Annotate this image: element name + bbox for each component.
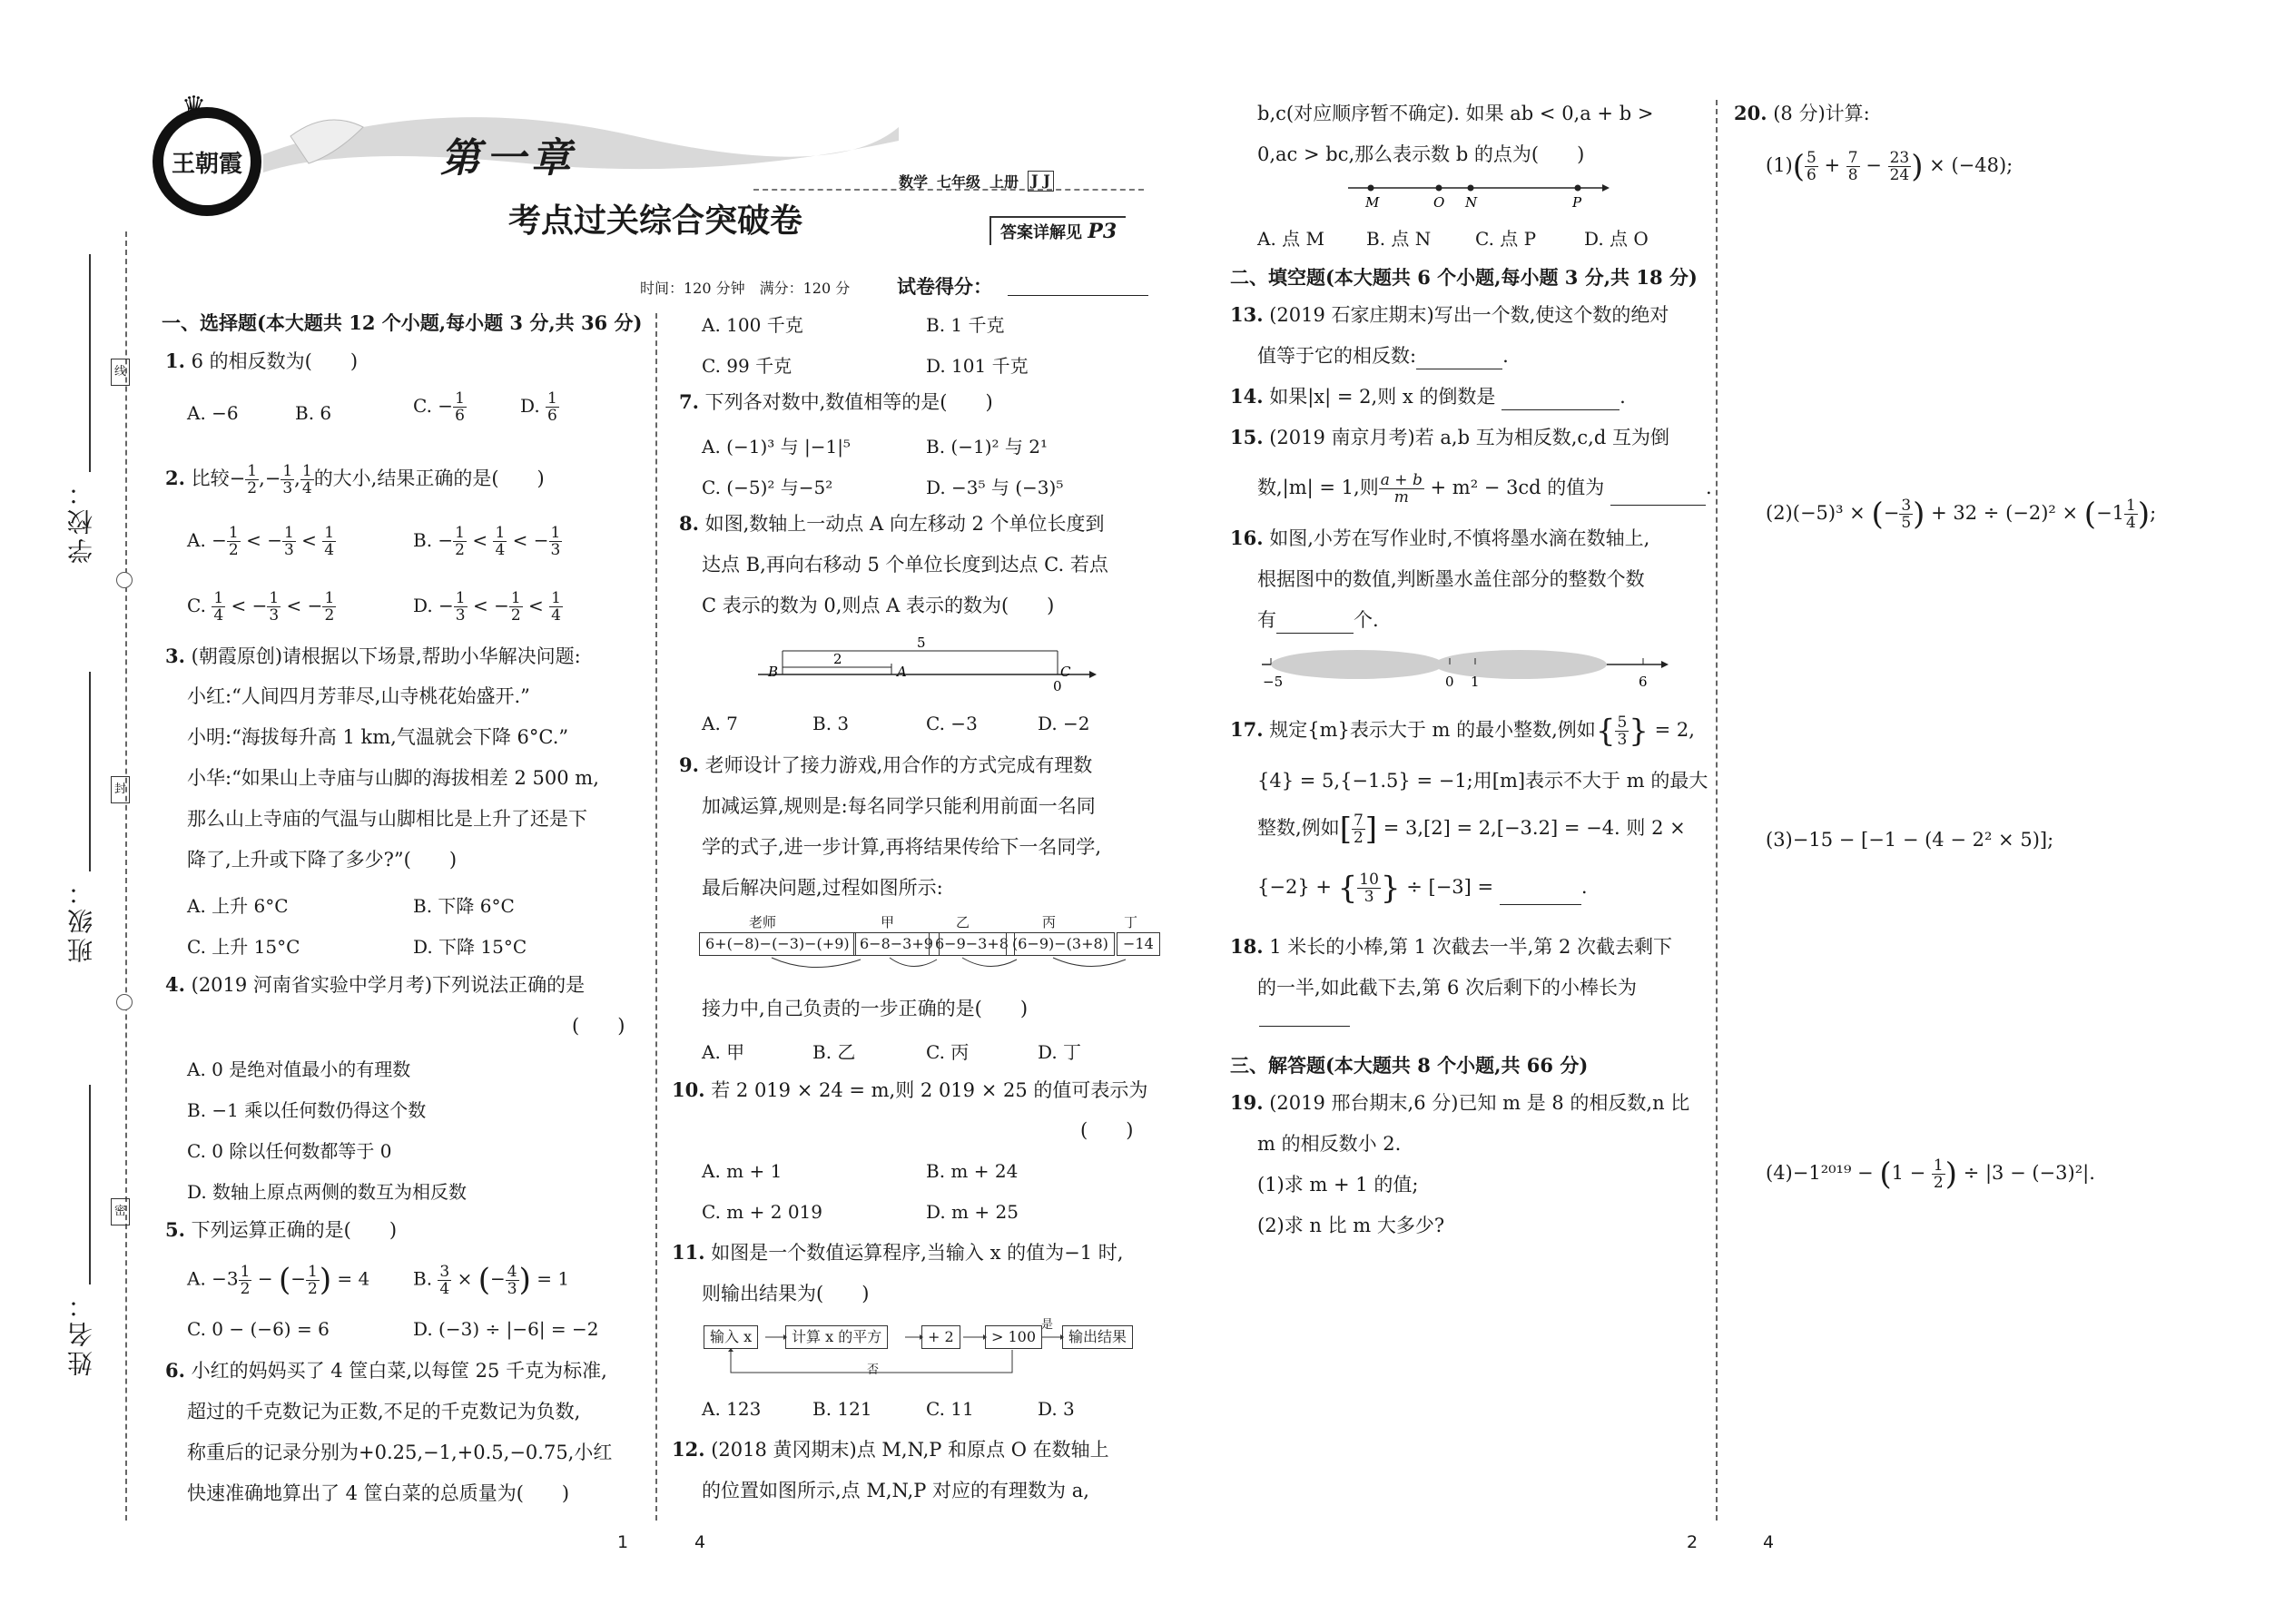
q20-part2: (2)(−5)³ × (− $\frac{3}{5}$ ) + 32 ÷ (−2)² × (−1 $\frac{1}{4}$ ); [1766,496,2157,533]
q20-p2-a: (2)(−5)³ × [1766,502,1866,524]
q3-text: (朝霞原创)请根据以下场景,帮助小华解决问题: [191,645,581,667]
q3-option-b[interactable]: B. 下降 6°C [413,895,515,917]
q9-line: 加减运算,规则是:每名同学只能利用前面一名同 [702,795,1096,817]
q9-line: 最后解决问题,过程如图所示: [702,877,943,899]
binding-cut-line [125,231,127,1521]
q6-stem [165,1357,607,1384]
q14-answer-blank[interactable] [1501,409,1620,410]
q16-tick-6: 6 [1639,674,1648,690]
q16-tick-0: 0 [1445,674,1454,690]
q12-option-b[interactable]: B. 点 N [1366,228,1432,250]
q15-stem [1230,424,1669,451]
q16-number: 16. [1230,527,1264,549]
q20-p1-tail: × (−48); [1929,154,2013,176]
q17-text-4a: {−2} + [1257,876,1332,898]
q11-number: 11. [672,1241,705,1264]
q15-line: 数,|m| = 1,则 $\frac{a + b}{m}$ + m² − 3cd 的值为 . [1257,471,1712,507]
q7-text: 下列各对数中,数值相等的是( ) [704,391,993,413]
q17-stem: 17. 规定{m}表示大于 m 的最小整数,例如{ $\frac{5}{3}$ } = 2, [1230,713,1695,750]
name-blank[interactable] [89,1085,91,1284]
q1-option-c-label: C. − [413,395,454,417]
q15-answer-blank[interactable] [1610,505,1706,506]
q18-number: 18. [1230,935,1264,958]
q8-option-d[interactable]: D. −2 [1038,713,1090,734]
class-blank[interactable] [89,672,91,871]
school-blank[interactable] [89,254,91,472]
q5-number: 5. [165,1218,185,1241]
q11-option-a[interactable]: A. 123 [702,1398,762,1420]
q11-option-c[interactable]: C. 11 [926,1398,974,1420]
class-label: 班级： [66,876,96,963]
q2-text-a: 比较− [191,468,246,489]
time-info: 时间：120 分钟 满分：120 分 [640,280,851,297]
q12-label-p: P [1572,194,1582,211]
q19-part2: (2)求 n 比 m 大多少? [1257,1215,1445,1236]
q3-option-d[interactable]: D. 下降 15°C [413,936,527,958]
answer-ref-box [989,216,1126,245]
q9-option-b[interactable]: B. 乙 [812,1041,856,1063]
q20-part4: (4)−1²⁰¹⁹ − (1 − $\frac{1}{2}$ ) ÷ |3 − (−3)²|. [1766,1156,2095,1193]
fraction: $\frac{1}{6}$ [547,389,557,425]
q11-box-input: 输入 x [704,1325,758,1349]
q9-role-bing: 丙 [1042,914,1057,930]
q10-paren: ( ) [1080,1119,1134,1141]
q1-stem [165,348,358,375]
q17-text-3a: 整数,例如 [1257,817,1340,839]
q17-text-4b: ÷ [−3] = [1406,876,1494,898]
q2-text-b: ,− [259,468,281,489]
q4-option-a[interactable]: A. 0 是绝对值最小的有理数 [187,1058,411,1080]
page-total-left: 4 [694,1532,706,1552]
q8-line: C 表示的数为 0,则点 A 表示的数为( ) [702,595,1055,616]
q17-line: {−2} + { $\frac{10}{3}$ } ÷ [−3] = . [1257,870,1588,907]
q20-p4-b: ÷ |3 − (−3)²|. [1963,1162,2095,1184]
q15-text-2b: + m² − 3cd 的值为 [1430,477,1605,498]
q11-box-output: 输出结果 [1062,1325,1133,1349]
binding-circle [116,994,133,1010]
q9-box-jia: 6−8−3+9 [853,932,940,956]
q5-option-d[interactable]: D. (−3) ÷ |−6| = −2 [413,1318,599,1340]
q6-option-a[interactable]: A. 100 千克 [702,314,803,336]
q16-text-3b: 个. [1354,609,1379,631]
tag-subject: 数学 [899,173,929,191]
q16-line [1257,606,1379,634]
section-answer-title: 三、解答题(本大题共 8 个小题,共 66 分) [1230,1054,1589,1077]
section-fill-title: 二、填空题(本大题共 6 个小题,每小题 3 分,共 18 分) [1230,266,1698,289]
q8-stem [679,510,1105,537]
q12-continued: 0,ac > bc,那么表示数 b 的点为( ) [1257,143,1585,165]
q11-line: 则输出结果为( ) [702,1283,870,1304]
q9-box-teacher: 6+(−8)−(−3)−(+9) [699,932,856,956]
q8-label-zero: 0 [1053,678,1062,694]
q17-line: 整数,例如[ $\frac{7}{2}$ ] = 3,[2] = 2,[−3.2] = −4. 则 2 × [1257,811,1686,848]
q8-label-2: 2 [833,651,842,667]
q11-box-plus2: + 2 [921,1325,960,1349]
q2-option-a[interactable]: A. − $\frac{1}{2}$ < − $\frac{1}{3}$ < $\frac{1}{4}$ [187,524,335,559]
q12-line: 的位置如图所示,点 M,N,P 对应的有理数为 a, [702,1480,1089,1501]
q16-answer-blank[interactable] [1276,633,1354,634]
fraction: $\frac{1}{3}$ [282,462,293,497]
q9-text: 老师设计了接力游戏,用合作的方式完成有理数 [704,754,1093,776]
section-choice-title: 一、选择题(本大题共 12 个小题,每小题 3 分,共 36 分) [162,311,643,334]
q3-option-a[interactable]: A. 上升 6°C [187,895,289,917]
q16-ink-number-line-figure [1257,646,1675,692]
ink-blot [1271,650,1443,679]
q3-line: 小明:“海拔每升高 1 km,气温就会下降 6°C.” [187,726,569,748]
q5-option-b[interactable]: B. $\frac{3}{4}$ × (− $\frac{4}{3}$ ) = 1 [413,1262,570,1298]
q9-role-ding: 丁 [1124,914,1138,930]
q4-option-d[interactable]: D. 数轴上原点两侧的数互为相反数 [187,1181,468,1203]
column-divider [1716,100,1718,1521]
q16-stem [1230,525,1649,552]
q6-option-b[interactable]: B. 1 千克 [926,314,1005,336]
q17-number: 17. [1230,718,1264,741]
q8-text: 如图,数轴上一动点 A 向左移动 2 个单位长度到 [704,513,1105,535]
q4-option-b[interactable]: B. −1 乘以任何数仍得这个数 [187,1099,427,1121]
q20-p2-b: + 32 ÷ (−2)² × [1931,502,2079,524]
q7-option-c[interactable]: C. (−5)² 与−5² [702,477,833,498]
binding-mark-line: 线 [111,359,130,386]
q11-option-d[interactable]: D. 3 [1038,1398,1075,1420]
q1-text: 6 的相反数为( ) [191,350,359,372]
q15-text: (2019 南京月考)若 a,b 互为相反数,c,d 互为倒 [1269,427,1669,448]
q3-line: 那么山上寺庙的气温与山脚相比是上升了还是下 [187,808,587,830]
q4-stem [165,971,585,999]
q12-label-o: O [1433,194,1445,211]
q16-tick-1: 1 [1471,674,1480,690]
q9-role-teacher: 老师 [749,914,777,930]
crown-icon: ♛ [182,91,206,123]
q10-text: 若 2 019 × 24 = m,则 2 019 × 25 的值可表示为 [711,1079,1148,1101]
page-number-right: 2 [1687,1532,1698,1552]
q13-number: 13. [1230,303,1264,326]
q8-label-b: B [768,664,779,680]
q11-box-compare: > 100 [985,1325,1042,1349]
q11-option-b[interactable]: B. 121 [812,1398,872,1420]
tag-edition: J J [1028,171,1054,192]
q4-paren: ( ) [572,1015,625,1037]
answer-ref-label: 答案详解见 [1000,223,1082,242]
q12-stem [672,1436,1109,1463]
q7-option-a[interactable]: A. (−1)³ 与 |−1|⁵ [702,436,851,458]
q11-flow-arrows [704,1325,1157,1380]
q4-number: 4. [165,973,185,996]
q12-option-d[interactable]: D. 点 O [1584,228,1649,250]
q7-option-d[interactable]: D. −3⁵ 与 (−3)⁵ [926,477,1064,498]
q17-line: {4} = 5,{−1.5} = −1;用[m]表示不大于 m 的最大 [1257,770,1708,792]
q12-continued: b,c(对应顺序暂不确定). 如果 ab < 0,a + b > [1257,103,1654,124]
q12-number: 12. [672,1438,705,1461]
q19-part1: (1)求 m + 1 的值; [1257,1174,1419,1196]
q5-text: 下列运算正确的是( ) [191,1219,398,1241]
q9-role-jia: 甲 [881,914,895,930]
header-ribbon-graphic [254,100,908,209]
page-number-left: 1 [617,1532,629,1552]
binding-circle [116,572,133,588]
q20-p2-c: ; [2150,502,2157,524]
q2-text-c: , [294,468,300,489]
tag-volume: 上册 [989,173,1019,191]
q17-answer-blank[interactable] [1500,904,1581,905]
q7-number: 7. [679,390,699,413]
brand-logo-text: 王朝霞 [163,118,251,205]
header-swoosh [254,100,908,209]
score-label: 试卷得分： [897,275,992,298]
q8-option-c[interactable]: C. −3 [926,713,978,734]
q17-text-1b: = 2, [1654,719,1695,741]
q2-option-c[interactable]: C. $\frac{1}{4}$ < − $\frac{1}{3}$ < − $\frac{1}{2}$ [187,589,335,625]
q9-option-a[interactable]: A. 甲 [702,1041,745,1063]
brand-logo [153,107,261,216]
column-divider [655,313,657,1521]
q20-text: (8 分)计算: [1773,103,1870,124]
q6-number: 6. [165,1359,185,1382]
q14-stem: 14. 如果|x| = 2,则 x 的倒数是 . [1230,383,1626,410]
q13-text: (2019 石家庄期末)写出一个数,使这个数的绝对 [1269,304,1669,326]
q4-text: (2019 河南省实验中学月考)下列说法正确的是 [191,974,586,996]
q9-relay-figure [699,912,1153,980]
q19-stem [1230,1089,1689,1117]
q9-box-bing: (6−9)−(3+8) [1006,932,1115,956]
q1-option-c[interactable] [413,390,467,424]
q5-option-c[interactable]: C. 0 − (−6) = 6 [187,1318,330,1340]
q14-number: 14. [1230,385,1264,408]
q1-option-b[interactable]: B. 6 [295,402,332,424]
q2-number: 2. [165,467,185,489]
q9-number: 9. [679,753,699,776]
tag-grade: 七年级 [937,173,981,191]
q8-option-a[interactable]: A. 7 [702,713,738,734]
q16-text: 如图,小芳在写作业时,不慎将墨水滴在数轴上, [1269,527,1650,549]
q1-option-d-label: D. [520,395,546,417]
q4-option-c[interactable]: C. 0 除以任何数都等于 0 [187,1140,392,1162]
fraction: $\frac{1}{6}$ [455,389,465,425]
q2-stem [165,463,545,497]
q8-label-a: A [897,664,907,680]
q8-option-b[interactable]: B. 3 [812,713,850,734]
name-label: 姓名： [66,1289,96,1376]
exam-title: 考点过关综合突破卷 [508,202,803,240]
q20-p4-a: (4)−1²⁰¹⁹ − [1766,1162,1874,1184]
fraction: $\frac{1}{2}$ [247,462,258,497]
q19-line: m 的相反数小 2. [1257,1133,1402,1155]
q10-number: 10. [672,1078,705,1101]
q8-line: 达点 B,再向右移动 5 个单位长度到达点 C. 若点 [702,554,1108,576]
q16-tick-neg5: −5 [1263,674,1284,690]
q2-text-d: 的大小,结果正确的是( ) [313,468,545,489]
answer-ref-page: P3 [1088,220,1117,243]
q3-option-c[interactable]: C. 上升 15°C [187,936,300,958]
q16-line: 根据图中的数值,判断墨水盖住部分的整数个数 [1257,568,1645,590]
q20-stem [1734,100,1870,127]
q3-line: 小红:“人间四月芳菲尽,山寺桃花始盛开.” [187,685,530,707]
q13-line: 值等于它的相反数: . [1257,342,1509,369]
q12-text: (2018 黄冈期末)点 M,N,P 和原点 O 在数轴上 [711,1439,1109,1461]
q9-arrows [699,956,1153,979]
q5-stem [165,1216,397,1244]
fraction: $\frac{1}{4}$ [301,462,312,497]
q2-option-b[interactable]: B. − $\frac{1}{2}$ < $\frac{1}{4}$ < − $\frac{1}{3}$ [413,524,561,559]
score-blank[interactable] [1008,295,1148,296]
q6-option-c[interactable]: C. 99 千克 [702,355,793,377]
q8-label-5: 5 [917,635,926,651]
q19-text: (2019 邢台期末,6 分)已知 m 是 8 的相反数,n 比 [1269,1092,1690,1114]
q12-option-a[interactable]: A. 点 M [1257,228,1324,250]
school-label: 学校： [66,477,96,564]
q17-text-3b: = 3,[2] = 2,[−3.2] = −4. 则 2 × [1383,817,1686,839]
q6-text: 小红的妈妈买了 4 筐白菜,以每筐 25 千克为标准, [191,1360,607,1382]
page-total-right: 4 [1763,1532,1775,1552]
binding-mark-secret: 密 [111,1198,130,1225]
q17-text-1a: 规定{m}表示大于 m 的最小整数,例如 [1269,719,1596,741]
q20-part1: (1)( $\frac{5}{6}$ + $\frac{7}{8}$ − $\frac{23}{24}$ ) × (−48); [1766,148,2013,185]
q3-line: 降了,上升或下降了多少?”( ) [187,849,458,871]
q16-text-3: 有 [1257,609,1276,631]
q8-label-c: C [1060,664,1071,680]
q7-option-b[interactable]: B. (−1)² 与 2¹ [926,436,1048,458]
q6-option-d[interactable]: D. 101 千克 [926,355,1029,377]
q12-option-c[interactable]: C. 点 P [1475,228,1537,250]
q5-option-a[interactable]: A. −3 $\frac{1}{2}$ − (− $\frac{1}{2}$ ) = 4 [187,1262,370,1298]
q11-yes-label: 是 [1041,1318,1054,1332]
q6-line: 称重后的记录分别为+0.25,−1,+0.5,−0.75,小红 [187,1442,613,1463]
q18-line: 的一半,如此截下去,第 6 次后剩下的小棒长为 [1257,977,1638,999]
q7-stem [679,389,993,416]
q12-number-line-figure [1344,177,1616,213]
q6-line: 超过的千克数记为正数,不足的千克数记为负数, [187,1401,581,1422]
q13-text-2: 值等于它的相反数: [1257,345,1417,367]
q2-option-d[interactable]: D. − $\frac{1}{3}$ < − $\frac{1}{2}$ < $\frac{1}{4}$ [413,589,561,625]
q9-box-ding: −14 [1117,932,1160,956]
q11-text: 如图是一个数值运算程序,当输入 x 的值为−1 时, [711,1242,1124,1264]
q18-text: 1 米长的小棒,第 1 次截去一半,第 2 次截去剩下 [1269,936,1673,958]
q8-number: 8. [679,512,699,535]
q9-line: 学的式子,进一步计算,再将结果传给下一名同学, [702,836,1102,858]
q10-option-d[interactable]: D. m + 25 [926,1201,1019,1223]
q12-label-n: N [1465,194,1478,211]
q9-question: 接力中,自己负责的一步正确的是( ) [702,998,1029,1019]
q19-number: 19. [1230,1091,1264,1114]
q9-option-c[interactable]: C. 丙 [926,1041,970,1063]
q18-answer-blank[interactable] [1259,1024,1350,1027]
q6-line: 快速准确地算出了 4 筐白菜的总质量为( ) [187,1482,570,1504]
q15-number: 15. [1230,426,1264,448]
q3-stem [165,643,581,670]
q1-option-a[interactable]: A. −6 [187,402,239,424]
q20-number: 20. [1734,102,1767,124]
q20-p1-label: (1) [1766,154,1793,176]
q3-line: 小华:“如果山上寺庙与山脚的海拔相差 2 500 m, [187,767,599,789]
q3-number: 3. [165,645,185,667]
q20-part3: (3)−15 − [−1 − (4 − 2² × 5)]; [1766,829,2054,851]
q18-stem [1230,933,1672,960]
q9-stem [679,752,1092,779]
ink-blot [1434,650,1607,679]
chapter-title: 第一章 [440,135,576,182]
q11-box-square: 计算 x 的平方 [785,1325,888,1349]
q1-number: 1. [165,349,185,372]
binding-mark-seal: 封 [111,776,130,803]
q14-text: 如果|x| = 2,则 x 的倒数是 [1269,386,1496,408]
q12-label-m: M [1365,194,1380,211]
q8-number-line-figure [753,631,1098,694]
q13-stem [1230,301,1669,329]
q10-option-b[interactable]: B. m + 24 [926,1160,1019,1182]
q9-option-d[interactable]: D. 丁 [1038,1041,1082,1063]
q15-text-2a: 数,|m| = 1,则 [1257,477,1379,498]
q10-option-c[interactable]: C. m + 2 019 [702,1201,822,1223]
q1-option-d[interactable] [520,390,559,424]
q11-flowchart [704,1318,1157,1384]
q11-no-label: 否 [867,1363,880,1377]
q10-option-a[interactable]: A. m + 1 [702,1160,783,1182]
header-dash-line [753,189,1144,191]
q9-role-yi: 乙 [956,914,970,930]
q9-box-yi: 6−9−3+8 [929,932,1015,956]
q10-stem [672,1077,1147,1104]
q11-stem [672,1239,1123,1266]
